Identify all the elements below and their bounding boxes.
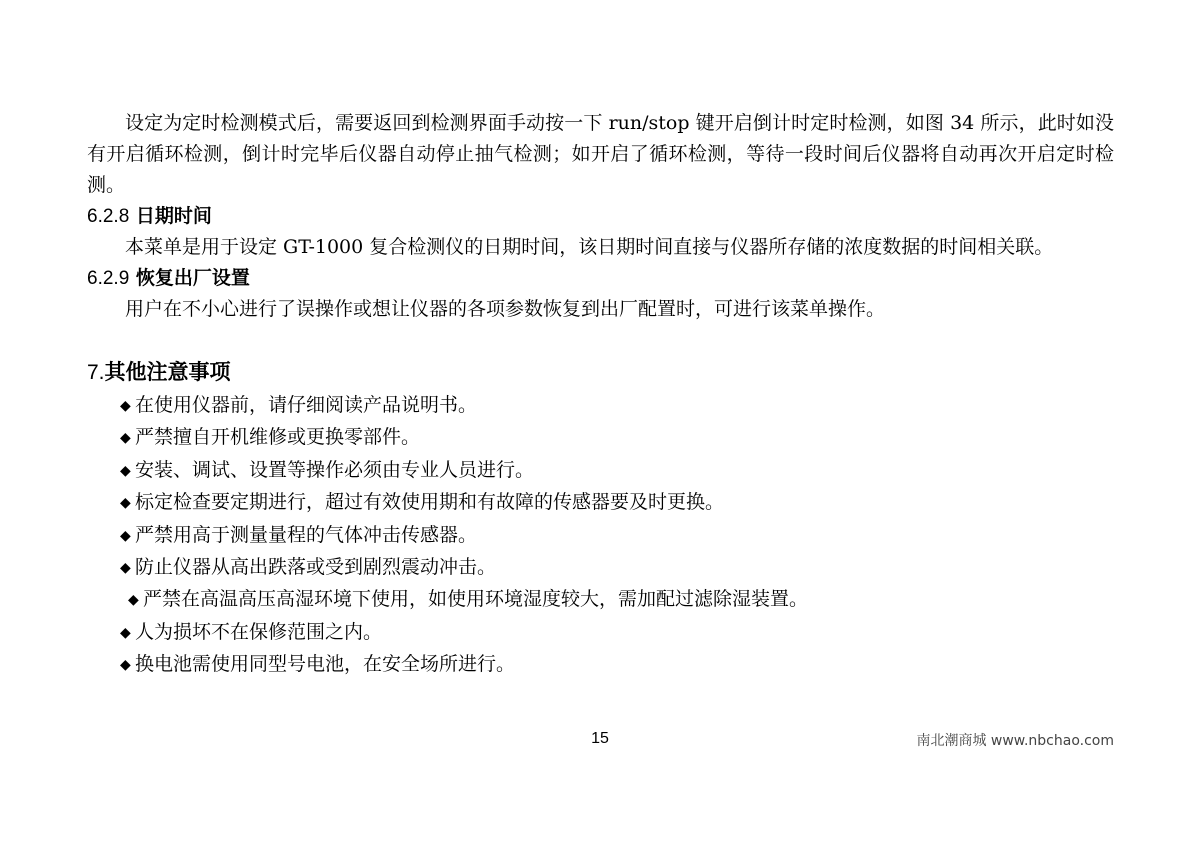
- diamond-bullet-icon: ◆: [120, 495, 131, 512]
- section-spacer: [87, 325, 1114, 355]
- list-item: [120, 584, 1114, 616]
- section-6-2-8-body: 本菜单是用于设定 GT-1000 复合检测仪的日期时间，该日期时间直接与仪器所存储的浓度数据的时间相关联。: [125, 236, 1054, 258]
- diamond-bullet-icon: ◆: [120, 462, 131, 479]
- list-item-text: 人为损坏不在保修范围之内。: [135, 620, 383, 643]
- list-item: [120, 552, 1114, 584]
- section-6-2-9-heading: [87, 263, 1114, 294]
- diamond-bullet-icon: ◆: [120, 527, 131, 544]
- document-page: [87, 108, 1114, 682]
- section-6-2-9-title: 恢复出厂设置: [135, 267, 250, 289]
- list-item-text: 标定检查要定期进行，超过有效使用期和有故障的传感器要及时更换。: [135, 491, 725, 514]
- list-item: [120, 390, 1114, 422]
- diamond-bullet-icon: ◆: [120, 430, 131, 447]
- section-7-heading: [87, 355, 1114, 390]
- section-7-title: 其他注意事项: [104, 360, 231, 384]
- precautions-list: [87, 390, 1114, 682]
- list-item-text: 严禁擅自开机维修或更换零部件。: [135, 426, 421, 449]
- diamond-bullet-icon: ◆: [120, 560, 131, 577]
- list-item-text: 严禁用高于测量量程的气体冲击传感器。: [135, 523, 478, 546]
- diamond-bullet-icon: ◆: [120, 624, 131, 641]
- section-6-2-9-body: 用户在不小心进行了误操作或想让仪器的各项参数恢复到出厂配置时，可进行该菜单操作。: [125, 298, 886, 320]
- section-6-2-8-heading: [87, 201, 1114, 232]
- list-item: [120, 422, 1114, 454]
- list-item: [120, 487, 1114, 519]
- list-item: [120, 455, 1114, 487]
- diamond-bullet-icon: ◆: [128, 592, 139, 609]
- section-6-2-8-title: 日期时间: [135, 205, 212, 227]
- site-watermark: 南北潮商城 www.nbchao.com: [916, 733, 1114, 749]
- diamond-bullet-icon: ◆: [120, 398, 131, 414]
- section-6-2-8-number: 6.2.8: [87, 206, 130, 227]
- list-item-text: 在使用仪器前，请仔细阅读产品说明书。: [135, 394, 478, 416]
- section-6-2-9-number: 6.2.9: [87, 268, 130, 289]
- page-number: 15: [591, 730, 609, 747]
- list-item-text: 安装、调试、设置等操作必须由专业人员进行。: [135, 458, 535, 481]
- list-item: [120, 520, 1114, 552]
- timed-detection-paragraph: 设定为定时检测模式后，需要返回到检测界面手动按一下 run/stop 键开启倒计时定时检测，如图 34 所示，此时如没有开启循环检测，倒计时完毕后仪器自动停止抽气检测；如开启了循环检测，等待一段时间后仪器将自动再次开启定时检测。: [87, 112, 1114, 196]
- section-7-number: 7.: [87, 361, 105, 384]
- list-item-text: 严禁在高温高压高湿环境下使用，如使用环境湿度较大，需加配过滤除湿装置。: [143, 588, 809, 611]
- list-item: [120, 649, 1114, 681]
- diamond-bullet-icon: ◆: [120, 657, 131, 674]
- list-item-text: 换电池需使用同型号电池，在安全场所进行。: [135, 653, 516, 676]
- list-item-text: 防止仪器从高出跌落或受到剧烈震动冲击。: [135, 556, 497, 579]
- list-item: [120, 617, 1114, 649]
